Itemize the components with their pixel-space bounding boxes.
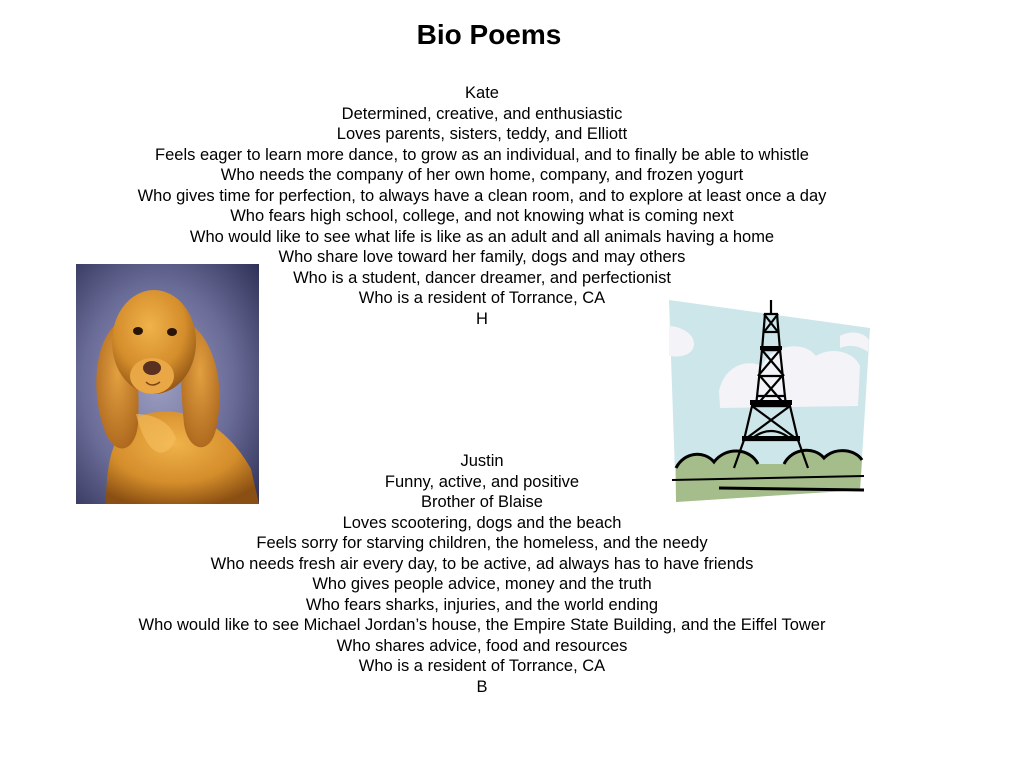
poem-line: Who is a student, dancer dreamer, and perfectionist <box>293 268 671 287</box>
poem-line: Kate <box>465 84 499 102</box>
poem-line: Who is a resident of Torrance, CA <box>358 289 606 307</box>
eiffel-tower-clipart <box>664 296 874 508</box>
poem-line: Feels eager to learn more dance, to grow as an individual, and to finally be able to whistle <box>155 145 809 164</box>
eiffel-tower-icon <box>664 296 874 508</box>
poem-line: H <box>476 309 488 328</box>
poem-line: Loves parents, sisters, teddy, and Elliott <box>336 125 628 143</box>
poem-line: Who share love toward her family, dogs and may others <box>278 248 686 266</box>
poem-line: Feels sorry for starving children, the homeless, and the needy <box>256 534 708 552</box>
poem-line: Who fears sharks, injuries, and the world ending <box>305 595 659 614</box>
dog-photo <box>76 264 259 504</box>
poem-line: Who needs fresh air every day, to be active, ad always has to have friends <box>210 554 754 573</box>
poem-line: Who gives time for perfection, to always have a clean room, and to explore at least once a day <box>137 186 827 205</box>
page-title: Bio Poems <box>416 19 562 50</box>
poem-line: B <box>476 677 488 696</box>
poem-line: Who would like to see Michael Jordan’s house, the Empire State Building, and the Eiffel Tower <box>138 616 826 634</box>
poem-line: Who fears high school, college, and not knowing what is coming next <box>230 207 734 225</box>
poem-line: Who shares advice, food and resources <box>336 636 628 655</box>
poem-line: Funny, active, and positive <box>384 472 580 491</box>
poem-line: Who needs the company of her own home, company, and frozen yogurt <box>220 166 744 184</box>
poem-line: Determined, creative, and enthusiastic <box>341 104 623 123</box>
poem-line: Who is a resident of Torrance, CA <box>358 657 606 675</box>
poem-line: Justin <box>460 452 504 470</box>
dog-illustration <box>76 264 259 504</box>
poem-line: Who would like to see what life is like as an adult and all animals having a home <box>189 227 775 246</box>
poem-line: Who gives people advice, money and the truth <box>312 575 652 593</box>
poem-line: Loves scootering, dogs and the beach <box>342 513 622 532</box>
poem-line: Brother of Blaise <box>421 493 543 511</box>
